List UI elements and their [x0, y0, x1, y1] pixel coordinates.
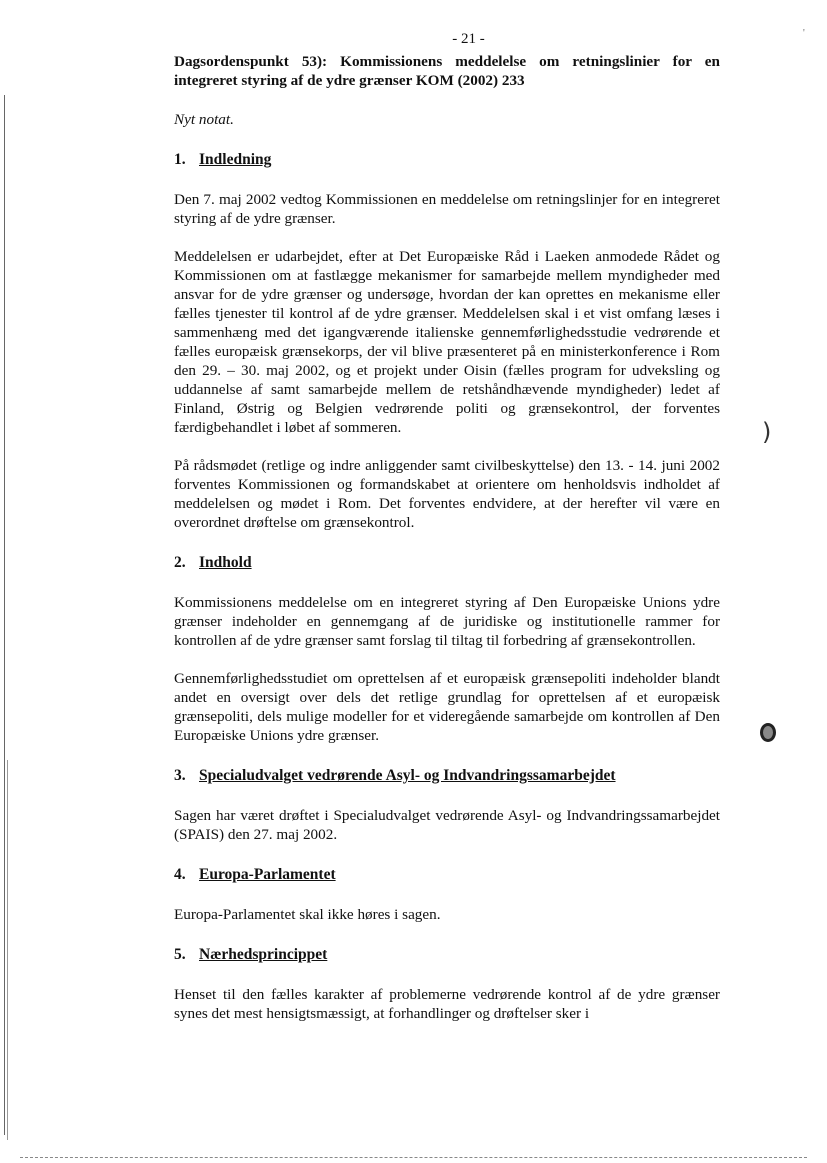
document-body [174, 52, 720, 1023]
paragraph: Meddelelsen er udarbejdet, efter at Det Europæiske Råd i Laeken anmodede Rådet og Kommissionen om at fastlægge mekanismer for samarbejde mellem myndigheder med ansvar for de ydre grænser og undersøge, hvordan der kan oprettes en mekanisme eller fælles tjenester til kontrol af de ydre grænser. Meddelelsen skal i et vist omfang læses i sammenhæng med det igangværende italienske gennemførlighedsstudie vedrørende et fælles europæisk grænsekorps, der vil blive præsenteret på en ministerkonference i Rom den 29. – 30. maj 2002, og et projekt under Oisin (fælles program for udveksling og uddannelse af samt samarbejde mellem de retshåndhævende myndigheder) ledet af Finland, Østrig og Belgien vedrørende politi og grænsekontrol, der forventes færdigbehandlet i løbet af sommeren. [174, 248, 720, 436]
section-heading: 2. Indhold [174, 554, 252, 571]
paragraph: Sagen har været drøftet i Specialudvalget vedrørende Asyl- og Indvandringssamarbejdet (SPAIS) den 27. maj 2002. [174, 807, 720, 843]
paragraph: Kommissionens meddelelse om en integreret styring af Den Europæiske Unions ydre grænser indeholder en gennemgang af de juridiske og institutionelle rammer for kontrollen af de ydre grænser samt forslag til tiltag til forbedring af grænsekontrollen. [174, 594, 720, 649]
section-2 [174, 553, 720, 745]
section-4 [174, 865, 720, 924]
paragraph: Den 7. maj 2002 vedtog Kommissionen en meddelelse om retningslinjer for en integreret styring af de ydre grænser. [174, 191, 720, 227]
scan-bottom-line [20, 1157, 807, 1159]
paragraph: Henset til den fælles karakter af problemerne vedrørende kontrol af de ydre grænser synes det mest hensigtsmæssigt, at forhandlinger og drøftelser sker i [174, 986, 720, 1022]
section-5 [174, 945, 720, 1023]
note-label: Nyt notat. [174, 111, 234, 128]
scan-bracket-mark: ) [762, 418, 772, 446]
section-1 [174, 150, 720, 532]
section-heading: 5. Nærhedsprincippet [174, 946, 328, 963]
paragraph: På rådsmødet (retlige og indre anliggender samt civilbeskyttelse) den 13. - 14. juni 2002 forventes Kommissionen og formandskabet at orientere om henholdsvis indholdet af meddelelsen og mødet i Rom. Det forventes endvidere, at der herefter vil være en overordnet drøftelse om grænsekontrol. [174, 457, 720, 531]
punch-hole-mark [760, 723, 776, 742]
section-3 [174, 766, 720, 844]
scan-edge-line [4, 95, 5, 1135]
agenda-title: Dagsordenspunkt 53): Kommissionens meddelelse om retningslinier for en integreret styring af de ydre grænser KOM (2002) 233 [174, 53, 720, 89]
section-heading: 1. Indledning [174, 151, 272, 168]
section-heading: 3. Specialudvalget vedrørende Asyl- og Indvandringssamarbejdet [174, 767, 616, 784]
paragraph: Gennemførlighedsstudiet om oprettelsen af et europæisk grænsepoliti indeholder blandt andet en oversigt over dels det retlige grundlag for oprettelsen af et europæisk grænsepoliti, dels mulige modeller for et videregående samarbejde om kontrollen af Den Europæiske Unions ydre grænser. [174, 670, 720, 744]
scan-mark: ' [803, 28, 805, 39]
scan-edge-line [7, 760, 8, 1140]
page-number: - 21 - [452, 31, 485, 47]
section-heading: 4. Europa-Parlamentet [174, 866, 336, 883]
paragraph: Europa-Parlamentet skal ikke høres i sagen. [174, 906, 441, 923]
